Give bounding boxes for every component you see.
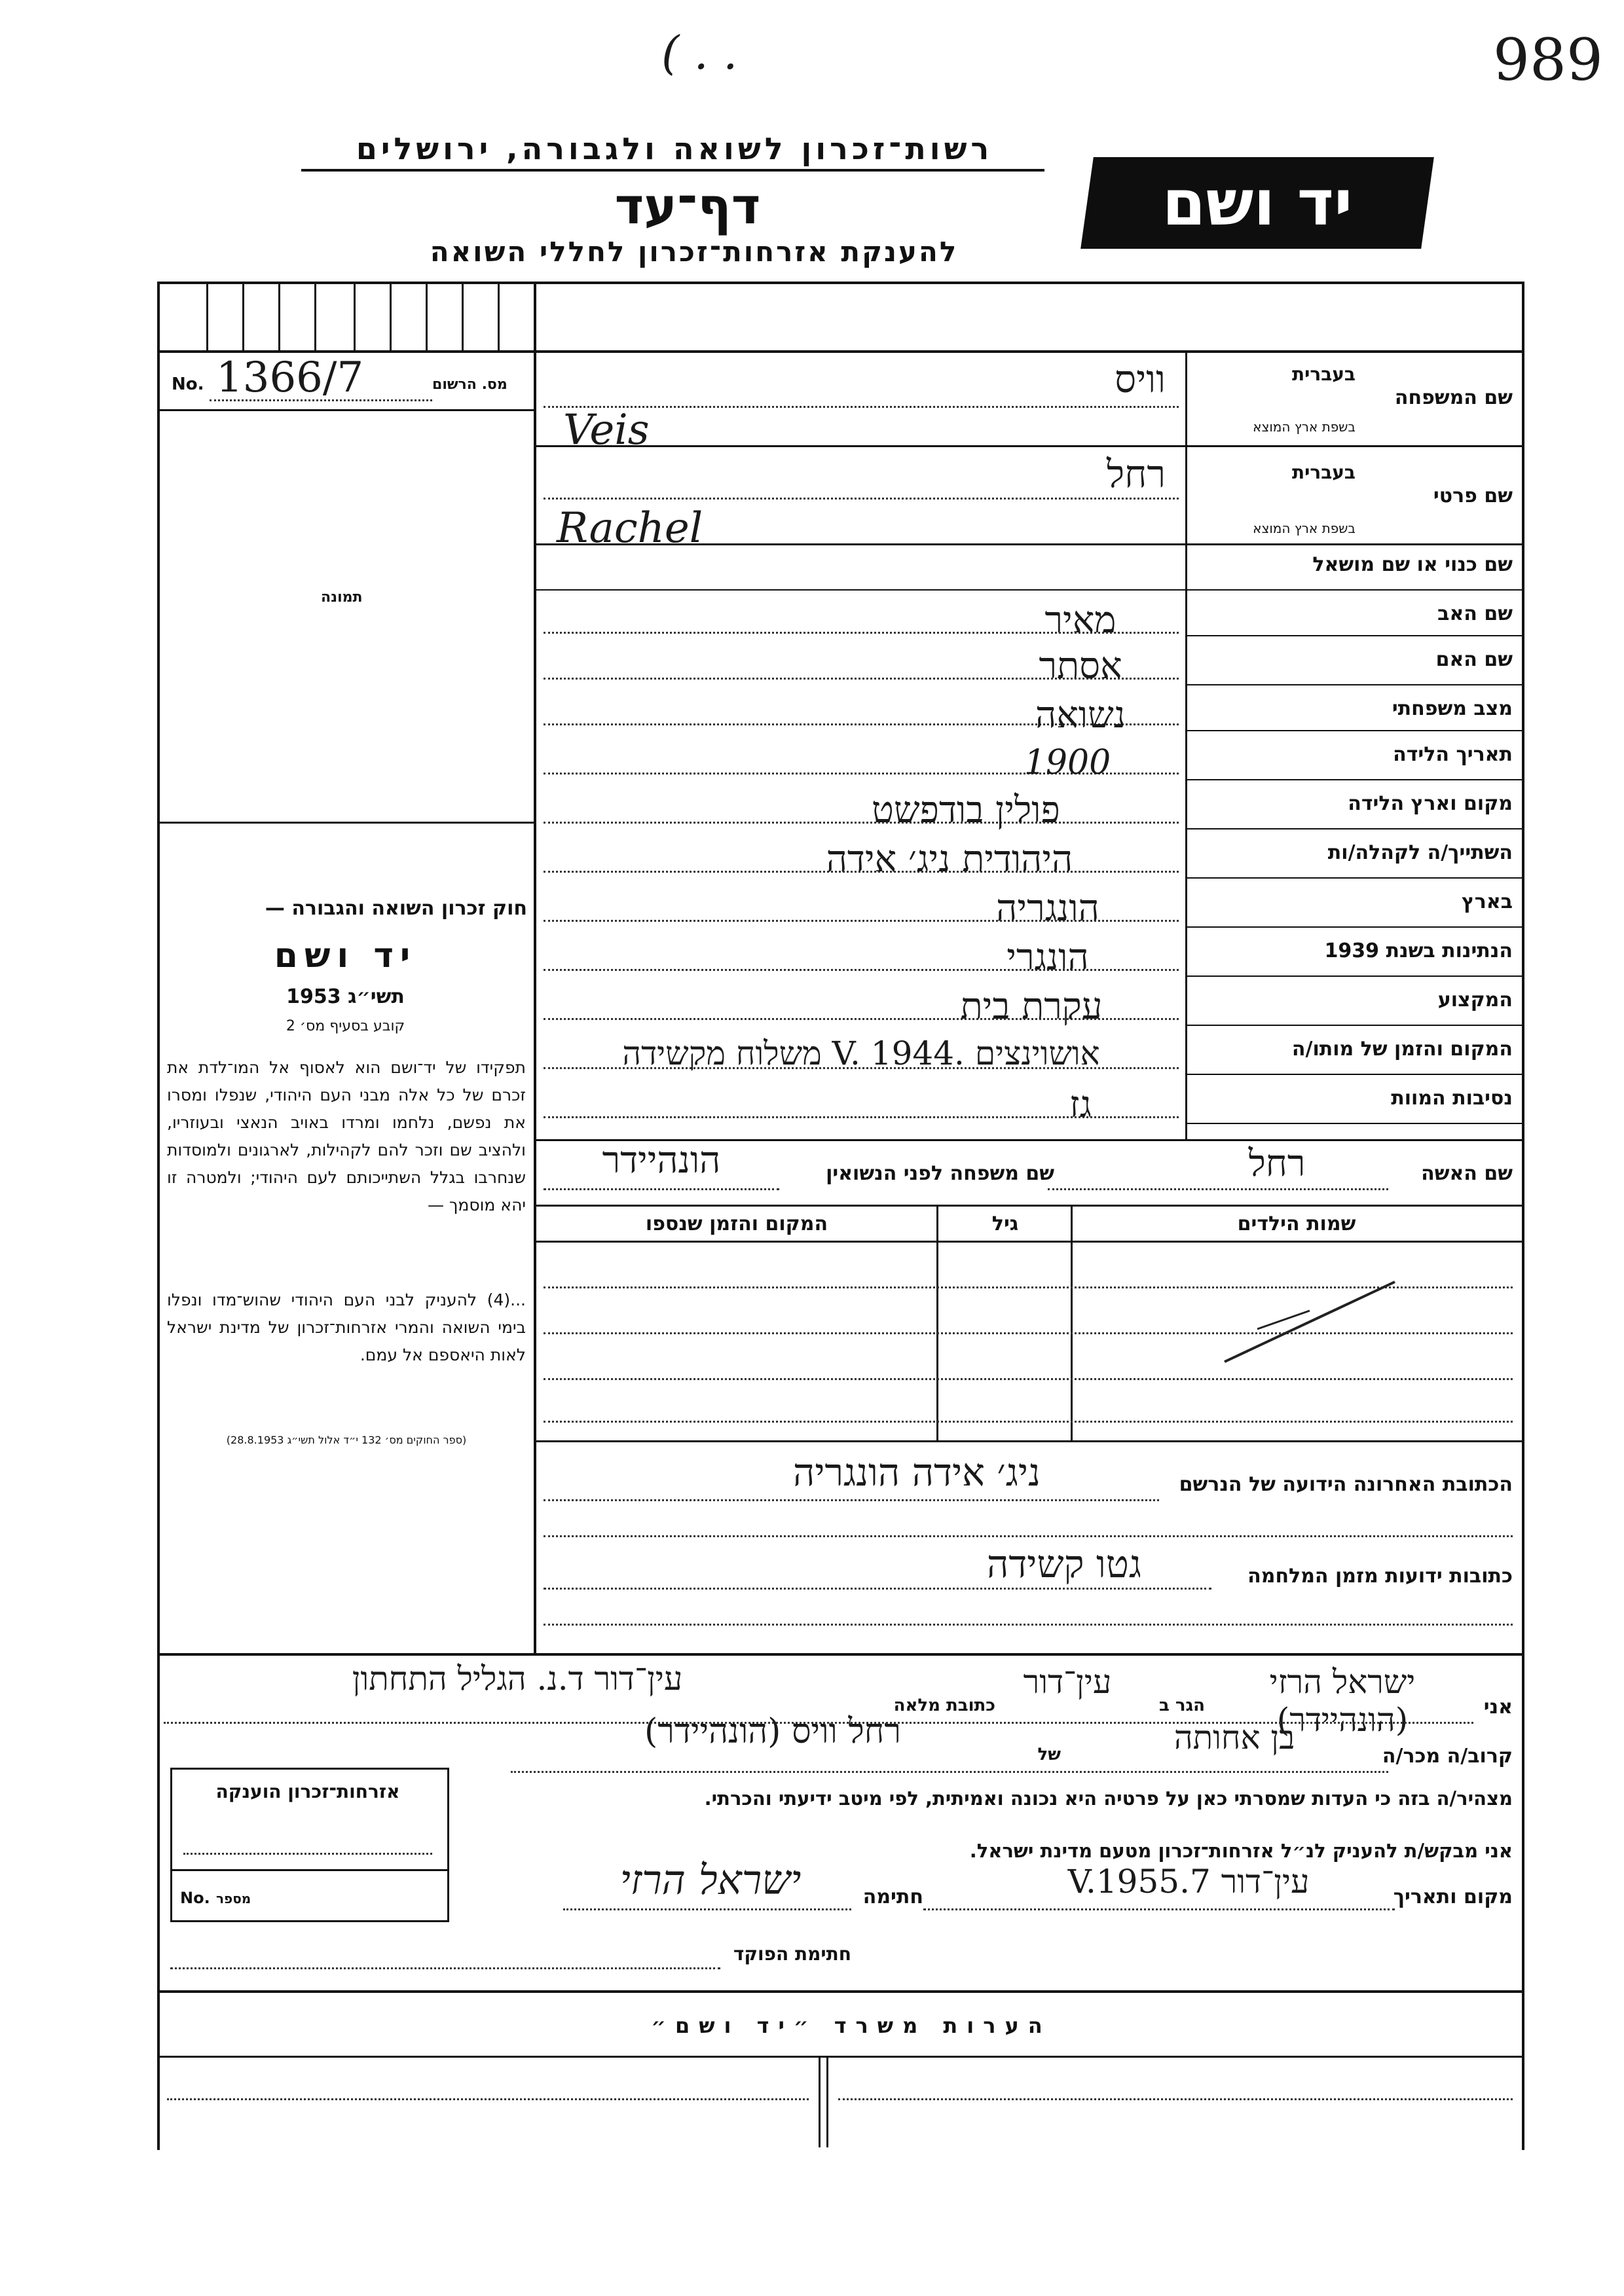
- first-name-foreign-value: Rachel: [557, 504, 703, 553]
- declarant-address-value: עין־דור ד.נ. הגליל התחתון: [352, 1660, 683, 1698]
- form-title: דף־עד: [614, 177, 761, 235]
- field-label-marital: מצב משפחתי: [1392, 697, 1513, 720]
- children-header-names: שמות הילדים: [1237, 1212, 1356, 1235]
- field-value-birthdate: 1900: [1024, 743, 1111, 782]
- first-name-sub-foreign: בשפת ארץ המוצא: [1253, 520, 1356, 536]
- children-header-age: גיל: [991, 1212, 1019, 1235]
- field-label-birthdate: תאריך הלידה: [1393, 743, 1513, 766]
- field-value-death-circumstances: גז: [1069, 1084, 1092, 1126]
- form-subtitle: להענקת אזרחות־זכרון לחללי השואה: [430, 236, 959, 268]
- law-title: חוק זכרון השואה והגבורה —: [265, 897, 527, 920]
- declarant-of-value: רחל וויס (הונהיידר): [644, 1712, 901, 1751]
- photo-label: תמונה: [321, 589, 363, 606]
- first-name-label: שם פרטי: [1433, 484, 1513, 507]
- place-date-label: מקום ותאריך: [1393, 1886, 1513, 1908]
- citizenship-box-no: No.: [180, 1889, 210, 1907]
- field-label-profession: המקצוע: [1437, 989, 1513, 1011]
- logo-text: יד ושם: [1162, 166, 1353, 240]
- field-value-father: מאיר: [1044, 599, 1116, 642]
- wife-label: שם האשה: [1421, 1162, 1513, 1185]
- field-label-nickname: שם כנוי או שם מושאל: [1312, 553, 1513, 576]
- citizenship-box-number-label: מספר: [216, 1891, 251, 1906]
- law-source: (ספר החוקים מס׳ 132 י״ד אלול תשי״ג 28.8.1953): [226, 1434, 467, 1446]
- field-label-country: בארץ: [1461, 890, 1513, 913]
- top-scribble: ( . .: [661, 26, 738, 80]
- family-name-label: שם המשפחה: [1394, 386, 1513, 409]
- yad-vashem-logo: [1080, 157, 1434, 249]
- declarant-address-label: כתובת מלאה: [893, 1696, 995, 1715]
- registration-no-label: No.: [172, 374, 204, 394]
- field-label-father: שם האב: [1437, 602, 1513, 625]
- declarant-statement: מצהיר/ה בזה כי העדות שמסרתי כאן על פרטיה היא נכונה ואמיתית, לפי מיטב ידיעתי והכרתי.: [704, 1787, 1513, 1810]
- authority-title: רשות־זכרון לשואה ולגבורה, ירושלים: [356, 131, 993, 166]
- declarant-i-label: אני: [1483, 1696, 1513, 1719]
- registration-label: מס. הרשום: [432, 376, 507, 393]
- last-address-value: ניג׳ אידה הונגריה: [792, 1450, 1041, 1495]
- authority-underline: [301, 169, 1044, 172]
- declarant-relation-value: בן אחותה: [1173, 1719, 1295, 1757]
- declarant-relation-label: קרוב/ה מכר/ה: [1382, 1745, 1513, 1768]
- field-label-death-circumstances: נסיבות המוות: [1391, 1087, 1513, 1110]
- field-label-community: השתייך/ה לקהלה/ות: [1327, 841, 1513, 864]
- first-name-hebrew-value: רחל: [1107, 452, 1166, 496]
- field-value-marital: נשואה: [1035, 694, 1126, 737]
- first-name-sub-hebrew: בעברית: [1291, 462, 1356, 483]
- wife-value: רחל: [1248, 1142, 1306, 1185]
- signature-value: ישראל הרזי: [619, 1856, 802, 1904]
- last-address-label: הכתובת האחרונה הידועה של הנרשם: [1179, 1473, 1513, 1496]
- registration-number: 1366/7: [216, 354, 364, 402]
- declarant-resident-label: הגר ב: [1158, 1696, 1205, 1715]
- place-date-value: עין־דור 7.V.1955: [1067, 1863, 1310, 1901]
- field-value-mother: אסתר: [1039, 645, 1122, 687]
- field-value-death-place-time: אושוינצים .V. 1944 משלוח מקשידה: [622, 1034, 1100, 1072]
- declarant-resident-value: עין־דור: [1023, 1663, 1112, 1701]
- family-name-foreign-value: Veis: [563, 406, 650, 454]
- family-name-sub-hebrew: בעברית: [1291, 363, 1356, 385]
- war-address-label: כתובות ידועות מזמן המלחמה: [1247, 1565, 1513, 1588]
- declarant-name-value: ישראל הרזי (הונהיידר): [1269, 1663, 1416, 1739]
- family-name-hebrew-value: וויס: [1115, 357, 1166, 401]
- field-value-birthplace: פולין בודפשט: [872, 789, 1060, 831]
- children-header-place-time: המקום והזמן שנספו: [645, 1212, 828, 1235]
- officer-signature-label: חתימת הפוקד: [733, 1943, 851, 1965]
- wife-maiden-label: שם משפחה לפני הנשואין: [826, 1162, 1054, 1185]
- wife-maiden-value: הונהיידר: [602, 1139, 721, 1182]
- field-label-citizenship: הנתינות בשנת 1939: [1324, 939, 1513, 962]
- law-clause: קובע בסעיף מס׳ 2: [286, 1018, 405, 1034]
- citizenship-box-title: אזרחות־זכרון הוענקה: [215, 1781, 400, 1802]
- field-label-mother: שם האם: [1435, 648, 1513, 671]
- field-label-birthplace: מקום וארץ הלידה: [1348, 792, 1513, 815]
- family-name-sub-foreign: בשפת ארץ המוצא: [1253, 419, 1356, 435]
- office-notes-title: הערות משרד ״יד ושם״: [651, 2013, 1052, 2038]
- page-number: 989: [1493, 26, 1603, 94]
- law-text-1: תפקידו של יד־ושם הוא לאסוף אל המו־לדת את זכרם של כל אלה מבני העם היהודי, שנפלו ומסרו את נפשם, נלחמו ומרדו באויב הנאצי ובעוזריו, ולהציב שם וזכר להם לקהילות, לארגונים ולמוסדות שנחרבו בגלל השתייכותם לעם היהודי; ולמטרה זו יהא מוסמך —: [167, 1058, 526, 1214]
- law-text-2: ...(4) להעניק לבני העם היהודי שהוש־מדו ונפלו בימי השואה והמרי אזרחות־זכרון של מדינת ישראל לאות היאספם אל עמם.: [167, 1290, 526, 1364]
- war-address-value: גטו קשידה: [986, 1542, 1142, 1586]
- declarant-request: אני מבקש/ת להעניק לנ״ל אזרחות־זכרון מטעם מדינת ישראל.: [969, 1840, 1513, 1862]
- field-value-profession: עקרת בית: [960, 985, 1103, 1028]
- field-value-country: הונגריה: [996, 887, 1099, 930]
- field-label-death-place-time: המקום והזמן של מותו/ה: [1291, 1038, 1513, 1061]
- field-value-citizenship: הונגרי: [1006, 936, 1089, 979]
- declarant-of-label: של: [1037, 1745, 1061, 1764]
- law-name: יד ושם: [274, 936, 417, 975]
- law-year: תשי״ג 1953: [286, 985, 405, 1008]
- signature-label: חתימה: [862, 1886, 923, 1908]
- children-strike-line: [1218, 1277, 1401, 1368]
- field-value-community: היהודית ניג׳ אידה: [826, 838, 1073, 881]
